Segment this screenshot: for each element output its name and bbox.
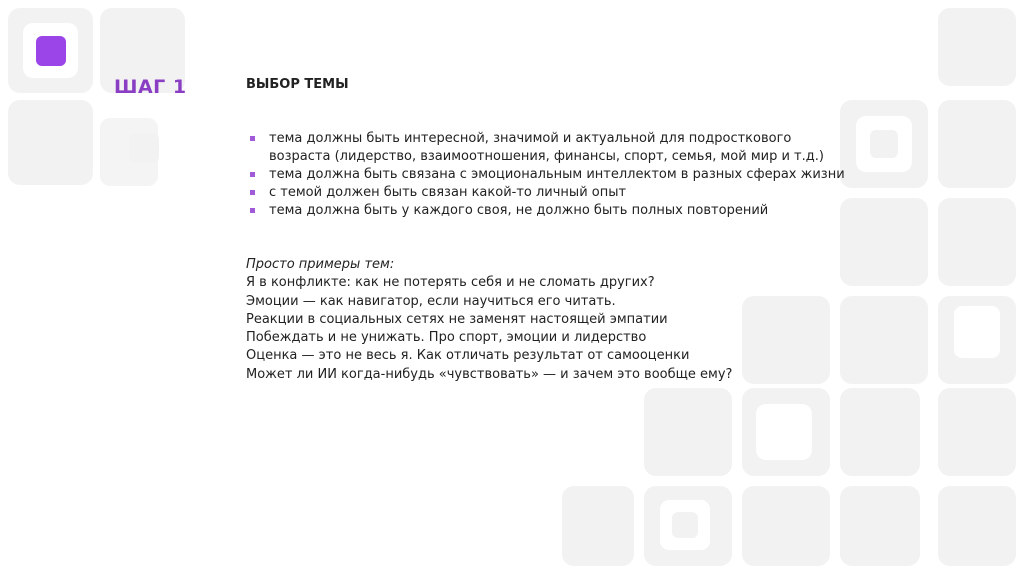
examples-lead: Просто примеры тем:: [246, 257, 395, 272]
example-item: Эмоции — как навигатор, если научиться его читать.: [246, 293, 616, 309]
example-item: Я в конфликте: как не потерять себя и не сломать других?: [246, 275, 655, 291]
slide-title: ВЫБОР ТЕМЫ: [246, 77, 349, 92]
example-item: Побеждать и не унижать. Про спорт, эмоции и лидерство: [246, 330, 647, 346]
list-item: с темой должен быть связан какой-то личный опыт: [250, 184, 850, 202]
example-item: Реакции в социальных сетях не заменят настоящей эмпатии: [246, 311, 668, 327]
requirements-list: [250, 130, 850, 220]
example-item: Оценка — это не весь я. Как отличать результат от самооценки: [246, 348, 690, 364]
example-item: Может ли ИИ когда-нибудь «чувствовать» — и зачем это вообще ему?: [246, 366, 733, 382]
list-item: тема должна быть связана с эмоциональным интеллектом в разных сферах жизни: [250, 166, 850, 184]
step-label: ШАГ 1: [114, 76, 187, 98]
list-item: тема должна быть у каждого своя, не должно быть полных повторений: [250, 202, 850, 220]
topic-examples: [246, 256, 866, 384]
purple-square-logo: [36, 36, 66, 66]
list-item: тема должны быть интересной, значимой и актуальной для подросткового возраста (лидерство, взаимоотношения, финансы, спорт, семья, мой мир и т.д.): [250, 130, 850, 166]
